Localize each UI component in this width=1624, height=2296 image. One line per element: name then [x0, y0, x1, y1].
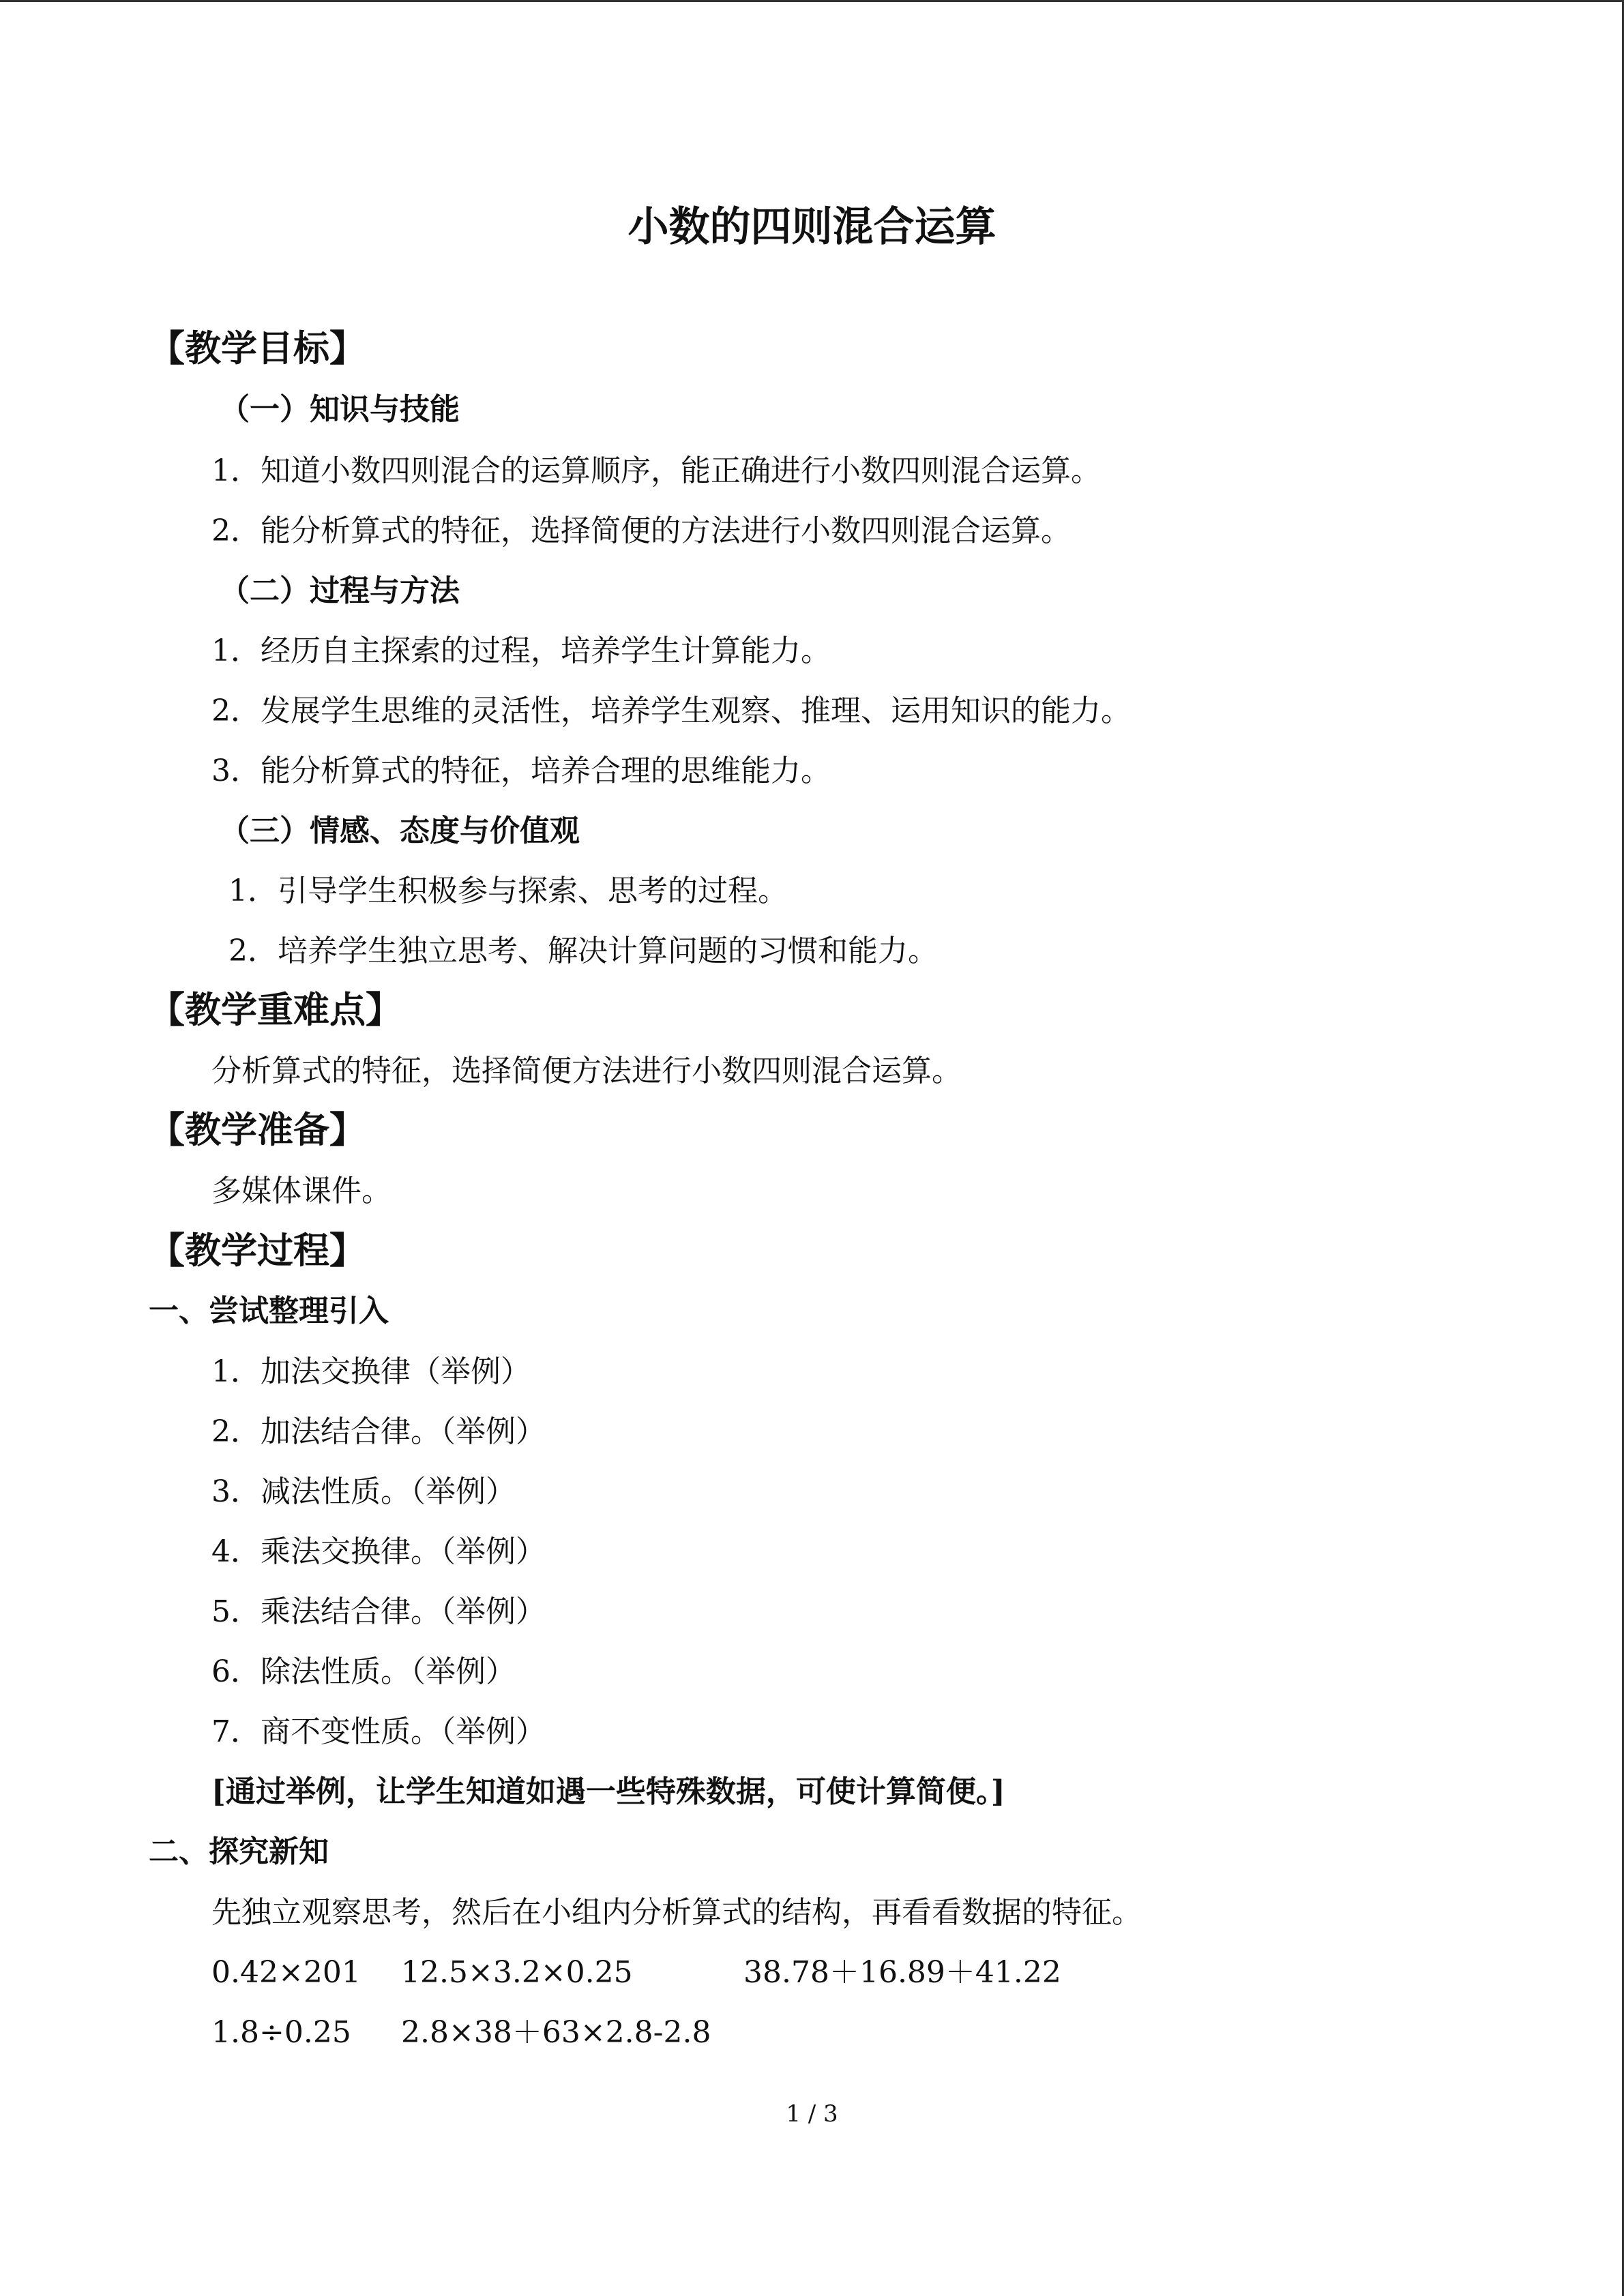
list-item: 1．引导学生积极参与探索、思考的过程。: [228, 874, 788, 908]
preparation-text: 多媒体课件。: [211, 1174, 392, 1208]
expression: 38.78＋16.89＋41.22: [743, 1955, 1061, 1990]
page-number: 1 / 3: [786, 2100, 838, 2128]
list-item: 6．除法性质。（举例）: [211, 1654, 516, 1689]
list-item: 4．乘法交换律。（举例）: [211, 1534, 546, 1569]
list-item: 1．经历自主探索的过程，培养学生计算能力。: [211, 633, 831, 668]
list-item: 2．发展学生思维的灵活性，培养学生观察、推理、运用知识的能力。: [211, 694, 1131, 728]
subsection-heading-process: （二）过程与方法: [220, 573, 460, 608]
list-item: 1．加法交换律（举例）: [211, 1354, 531, 1389]
list-item: 2．加法结合律。（举例）: [211, 1414, 546, 1449]
expression: 0.42×201: [211, 1955, 361, 1990]
page-title: 小数的四则混合运算: [628, 203, 996, 251]
list-item: 2．培养学生独立思考、解决计算问题的习惯和能力。: [228, 934, 938, 968]
part-heading-introduction: 一、尝试整理引入: [149, 1294, 389, 1328]
list-item: 2．能分析算式的特征，选择简便的方法进行小数四则混合运算。: [211, 513, 1071, 548]
list-item: 3．能分析算式的特征，培养合理的思维能力。: [211, 754, 831, 788]
section-heading-procedure: 【教学过程】: [149, 1229, 366, 1272]
explore-text: 先独立观察思考，然后在小组内分析算式的结构，再看看数据的特征。: [211, 1895, 1142, 1930]
subsection-heading-attitude: （三）情感、态度与价值观: [220, 814, 580, 848]
expression: 1.8÷0.25: [211, 2015, 351, 2050]
list-item: 7．商不变性质。（举例）: [211, 1714, 546, 1749]
expression: 12.5×3.2×0.25: [401, 1955, 633, 1990]
section-heading-key-points: 【教学重难点】: [149, 989, 402, 1031]
key-points-text: 分析算式的特征，选择简便方法进行小数四则混合运算。: [211, 1054, 962, 1088]
list-item: 1．知道小数四则混合的运算顺序，能正确进行小数四则混合运算。: [211, 453, 1101, 488]
section-heading-preparation: 【教学准备】: [149, 1109, 366, 1151]
list-item: 5．乘法结合律。（举例）: [211, 1594, 546, 1629]
part-heading-explore: 二、探究新知: [149, 1834, 329, 1869]
expression: 2.8×38＋63×2.8-2.8: [401, 2015, 711, 2050]
teaching-note: [通过举例，让学生知道如遇一些特殊数据，可使计算简便。]: [211, 1774, 1005, 1809]
list-item: 3．减法性质。（举例）: [211, 1474, 516, 1509]
subsection-heading-knowledge: （一）知识与技能: [220, 392, 460, 427]
section-heading-goals: 【教学目标】: [149, 327, 366, 370]
